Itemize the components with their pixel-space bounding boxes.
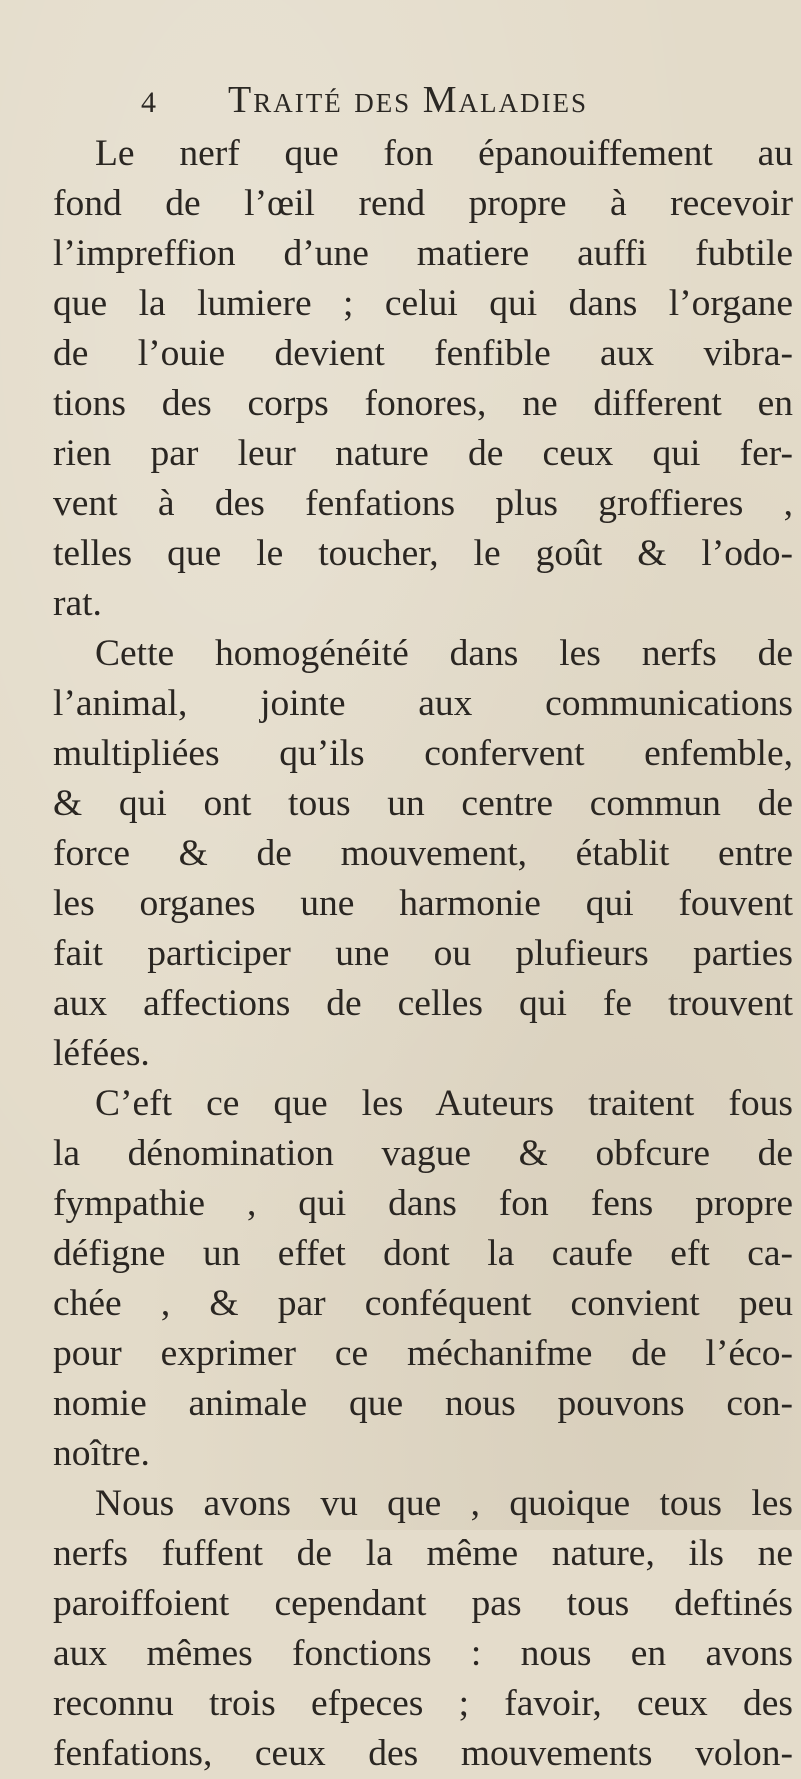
text-line: que la lumiere ; celui qui dans l’organe: [53, 283, 793, 324]
text-line: l’impreffion d’une matiere auffi fubtile: [53, 233, 793, 274]
running-title: Traité des Maladies: [228, 79, 588, 121]
text-line: Cette homogénéité dans les nerfs de: [95, 633, 793, 674]
text-line: défigne un effet dont la caufe eft ca-: [53, 1233, 793, 1274]
text-line: Le nerf que fon épanouiffement au: [95, 133, 793, 174]
text-line: multipliées qu’ils confervent enfemble,: [53, 733, 793, 774]
text-line: paroiffoient cependant pas tous deftinés: [53, 1583, 793, 1624]
text-line: la dénomination vague & obfcure de: [53, 1133, 793, 1174]
text-line: fenfations, ceux des mouvements volon-: [53, 1733, 793, 1774]
text-line: chée , & par conféquent convient peu: [53, 1283, 793, 1324]
text-line: C’eft ce que les Auteurs traitent fous: [95, 1083, 793, 1124]
text-line: les organes une harmonie qui fouvent: [53, 883, 793, 924]
running-header: [128, 78, 588, 128]
text-line: & qui ont tous un centre commun de: [53, 783, 793, 824]
text-line: vent à des fenfations plus groffieres ,: [53, 483, 793, 524]
page-number: 4: [141, 86, 156, 119]
text-line: l’animal, jointe aux communications: [53, 683, 793, 724]
text-line: léfées.: [53, 1033, 150, 1074]
text-line: rat.: [53, 583, 102, 624]
body-text: [53, 129, 793, 1779]
text-line: pour exprimer ce méchanifme de l’éco-: [53, 1333, 793, 1374]
text-line: noître.: [53, 1433, 150, 1474]
text-line: aux affections de celles qui fe trouvent: [53, 983, 793, 1024]
text-line: aux mêmes fonctions : nous en avons: [53, 1633, 793, 1674]
text-line: reconnu trois efpeces ; favoir, ceux des: [53, 1683, 793, 1724]
text-line: nerfs fuffent de la même nature, ils ne: [53, 1533, 793, 1574]
text-line: tions des corps fonores, ne different en: [53, 383, 793, 424]
text-line: force & de mouvement, établit entre: [53, 833, 793, 874]
text-line: telles que le toucher, le goût & l’odo-: [53, 533, 793, 574]
text-line: de l’ouie devient fenfible aux vibra-: [53, 333, 793, 374]
text-line: fond de l’œil rend propre à recevoir: [53, 183, 793, 224]
text-line: fait participer une ou plufieurs parties: [53, 933, 793, 974]
text-line: nomie animale que nous pouvons con-: [53, 1383, 793, 1424]
text-line: rien par leur nature de ceux qui fer-: [53, 433, 793, 474]
text-line: fympathie , qui dans fon fens propre: [53, 1183, 793, 1224]
text-line: Nous avons vu que , quoique tous les: [95, 1483, 793, 1524]
